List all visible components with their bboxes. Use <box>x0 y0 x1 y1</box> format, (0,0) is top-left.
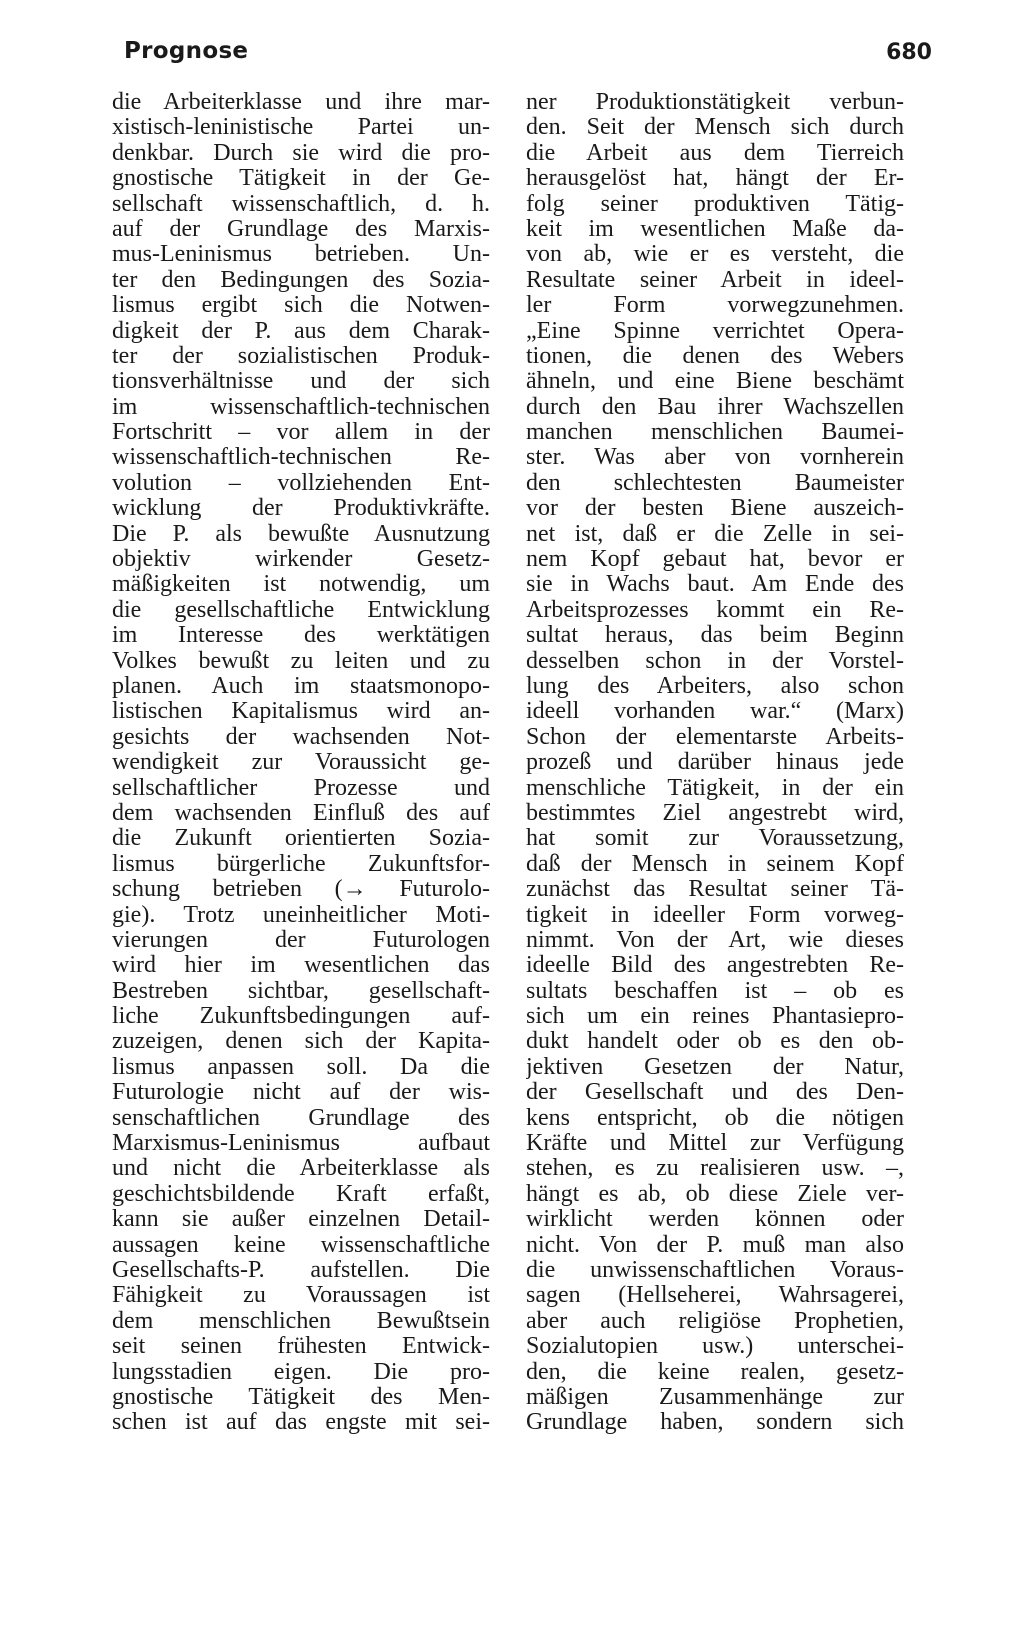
text-line: die Arbeit aus dem Tierreich <box>526 140 904 166</box>
text-line: vierungen der Futurologen <box>112 927 490 953</box>
text-line: sellschaft wissenschaftlich, d. h. <box>112 191 490 217</box>
text-line: den schlechtesten Baumeister <box>526 470 904 496</box>
text-line: seit seinen frühesten Entwick- <box>112 1334 490 1360</box>
text-line: schung betrieben (→ Futurolo- <box>112 877 490 903</box>
text-line: jektiven Gesetzen der Natur, <box>526 1054 904 1080</box>
text-line: gnostische Tätigkeit in der Ge- <box>112 166 490 192</box>
text-line: wissenschaftlich-technischen Re- <box>112 445 490 471</box>
text-line: nimmt. Von der Art, wie dieses <box>526 927 904 953</box>
text-line: xistisch-leninistische Partei un- <box>112 115 490 141</box>
text-line: volution – vollziehenden Ent- <box>112 470 490 496</box>
text-line: objektiv wirkender Gesetz- <box>112 547 490 573</box>
text-line: Bestreben sichtbar, gesellschaft- <box>112 978 490 1004</box>
text-line: planen. Auch im staatsmonopo- <box>112 673 490 699</box>
text-line: desselben schon in der Vorstel- <box>526 648 904 674</box>
text-line: die Arbeiterklasse und ihre mar- <box>112 90 490 115</box>
text-line: tigkeit in ideeller Form vorweg- <box>526 902 904 928</box>
text-line: sultats beschaffen ist – ob es <box>526 978 904 1004</box>
text-line: Volkes bewußt zu leiten und zu <box>112 648 490 674</box>
text-line: schen ist auf das engste mit sei- <box>112 1410 490 1436</box>
text-line: sich um ein reines Phantasiepro- <box>526 1004 904 1030</box>
text-line: Marxismus-Leninismus aufbaut <box>112 1131 490 1157</box>
text-line: lung des Arbeiters, also schon <box>526 673 904 699</box>
text-line: mäßigen Zusammenhänge zur <box>526 1384 904 1410</box>
text-line: ter der sozialistischen Produk- <box>112 343 490 369</box>
text-line: Grundlage haben, sondern sich <box>526 1410 904 1436</box>
text-line: ster. Was aber von vornherein <box>526 445 904 471</box>
page-number: 680 <box>886 40 932 65</box>
text-line: aber auch religiöse Prophetien, <box>526 1308 904 1334</box>
text-line: ideelle Bild des angestrebten Re- <box>526 953 904 979</box>
text-line: aussagen keine wissenschaftliche <box>112 1232 490 1258</box>
text-line: gnostische Tätigkeit des Men- <box>112 1384 490 1410</box>
text-line: tionsverhältnisse und der sich <box>112 369 490 395</box>
text-line: folg seiner produktiven Tätig- <box>526 191 904 217</box>
text-line: hat somit zur Voraussetzung, <box>526 826 904 852</box>
text-line: denkbar. Durch sie wird die pro- <box>112 140 490 166</box>
text-line: digkeit der P. aus dem Charak- <box>112 318 490 344</box>
text-line: nem Kopf gebaut hat, bevor er <box>526 547 904 573</box>
text-line: Resultate seiner Arbeit in ideel- <box>526 267 904 293</box>
text-line: Arbeitsprozesses kommt ein Re- <box>526 597 904 623</box>
text-line: bestimmtes Ziel angestrebt wird, <box>526 800 904 826</box>
text-line: ner Produktionstätigkeit verbun- <box>526 90 904 115</box>
text-line: mäßigkeiten ist notwendig, um <box>112 572 490 598</box>
text-line: dem menschlichen Bewußtsein <box>112 1308 490 1334</box>
text-line: vor der besten Biene auszeich- <box>526 496 904 522</box>
text-line: Schon der elementarste Arbeits- <box>526 724 904 750</box>
text-line: wendigkeit zur Voraussicht ge- <box>112 750 490 776</box>
text-line: Gesellschafts-P. aufstellen. Die <box>112 1257 490 1283</box>
text-line: die gesellschaftliche Entwicklung <box>112 597 490 623</box>
text-line: hängt es ab, ob diese Ziele ver- <box>526 1181 904 1207</box>
text-line: ter den Bedingungen des Sozia- <box>112 267 490 293</box>
text-line: sagen (Hellseherei, Wahrsagerei, <box>526 1283 904 1309</box>
text-line: prozeß und darüber hinaus jede <box>526 750 904 776</box>
text-line: nicht. Von der P. muß man also <box>526 1232 904 1258</box>
running-head: Prognose <box>124 38 249 64</box>
text-line: Futurologie nicht auf der wis- <box>112 1080 490 1106</box>
text-line: lismus ergibt sich die Notwen- <box>112 293 490 319</box>
text-line: wirklicht werden können oder <box>526 1207 904 1233</box>
text-line: tionen, die denen des Webers <box>526 343 904 369</box>
text-line: ler Form vorwegzunehmen. <box>526 293 904 319</box>
text-line: Die P. als bewußte Ausnutzung <box>112 521 490 547</box>
text-line: ideell vorhanden war.“ (Marx) <box>526 699 904 725</box>
text-line: wicklung der Produktivkräfte. <box>112 496 490 522</box>
text-line: den. Seit der Mensch sich durch <box>526 115 904 141</box>
text-line: menschliche Tätigkeit, in der ein <box>526 775 904 801</box>
text-line: dem wachsenden Einfluß des auf <box>112 800 490 826</box>
text-line: sie in Wachs baut. Am Ende des <box>526 572 904 598</box>
left-text-column <box>112 90 490 1436</box>
text-line: der Gesellschaft und des Den- <box>526 1080 904 1106</box>
text-line: sultat heraus, das beim Beginn <box>526 623 904 649</box>
text-line: ähneln, und eine Biene beschämt <box>526 369 904 395</box>
right-text-column <box>526 90 904 1436</box>
text-line: mus-Leninismus betrieben. Un- <box>112 242 490 268</box>
text-line: den, die keine realen, gesetz- <box>526 1359 904 1385</box>
text-line: listischen Kapitalismus wird an- <box>112 699 490 725</box>
text-line: gesichts der wachsenden Not- <box>112 724 490 750</box>
text-line: zunächst das Resultat seiner Tä- <box>526 877 904 903</box>
text-line: stehen, es zu realisieren usw. –, <box>526 1156 904 1182</box>
text-line: auf der Grundlage des Marxis- <box>112 216 490 242</box>
text-line: von ab, wie er es versteht, die <box>526 242 904 268</box>
text-line: net ist, daß er die Zelle in sei- <box>526 521 904 547</box>
text-line: kens entspricht, ob die nötigen <box>526 1105 904 1131</box>
text-line: herausgelöst hat, hängt der Er- <box>526 166 904 192</box>
text-line: und nicht die Arbeiterklasse als <box>112 1156 490 1182</box>
text-line: dukt handelt oder ob es den ob- <box>526 1029 904 1055</box>
text-line: die unwissenschaftlichen Voraus- <box>526 1257 904 1283</box>
text-line: gie). Trotz uneinheitlicher Moti- <box>112 902 490 928</box>
text-line: manchen menschlichen Baumei- <box>526 420 904 446</box>
text-line: Fortschritt – vor allem in der <box>112 420 490 446</box>
text-line: im wissenschaftlich-technischen <box>112 394 490 420</box>
text-line: lismus bürgerliche Zukunftsfor- <box>112 851 490 877</box>
text-line: Sozialutopien usw.) unterschei- <box>526 1334 904 1360</box>
text-line: Kräfte und Mittel zur Verfügung <box>526 1131 904 1157</box>
text-line: kann sie außer einzelnen Detail- <box>112 1207 490 1233</box>
text-line: keit im wesentlichen Maße da- <box>526 216 904 242</box>
text-line: senschaftlichen Grundlage des <box>112 1105 490 1131</box>
text-line: die Zukunft orientierten Sozia- <box>112 826 490 852</box>
text-line: Fähigkeit zu Voraussagen ist <box>112 1283 490 1309</box>
text-line: sellschaftlicher Prozesse und <box>112 775 490 801</box>
text-line: durch den Bau ihrer Wachszellen <box>526 394 904 420</box>
text-line: lismus anpassen soll. Da die <box>112 1054 490 1080</box>
text-line: geschichtsbildende Kraft erfaßt, <box>112 1181 490 1207</box>
text-line: daß der Mensch in seinem Kopf <box>526 851 904 877</box>
text-line: zuzeigen, denen sich der Kapita- <box>112 1029 490 1055</box>
text-line: wird hier im wesentlichen das <box>112 953 490 979</box>
text-line: lungsstadien eigen. Die pro- <box>112 1359 490 1385</box>
text-line: „Eine Spinne verrichtet Opera- <box>526 318 904 344</box>
text-line: liche Zukunftsbedingungen auf- <box>112 1004 490 1030</box>
text-line: im Interesse des werktätigen <box>112 623 490 649</box>
